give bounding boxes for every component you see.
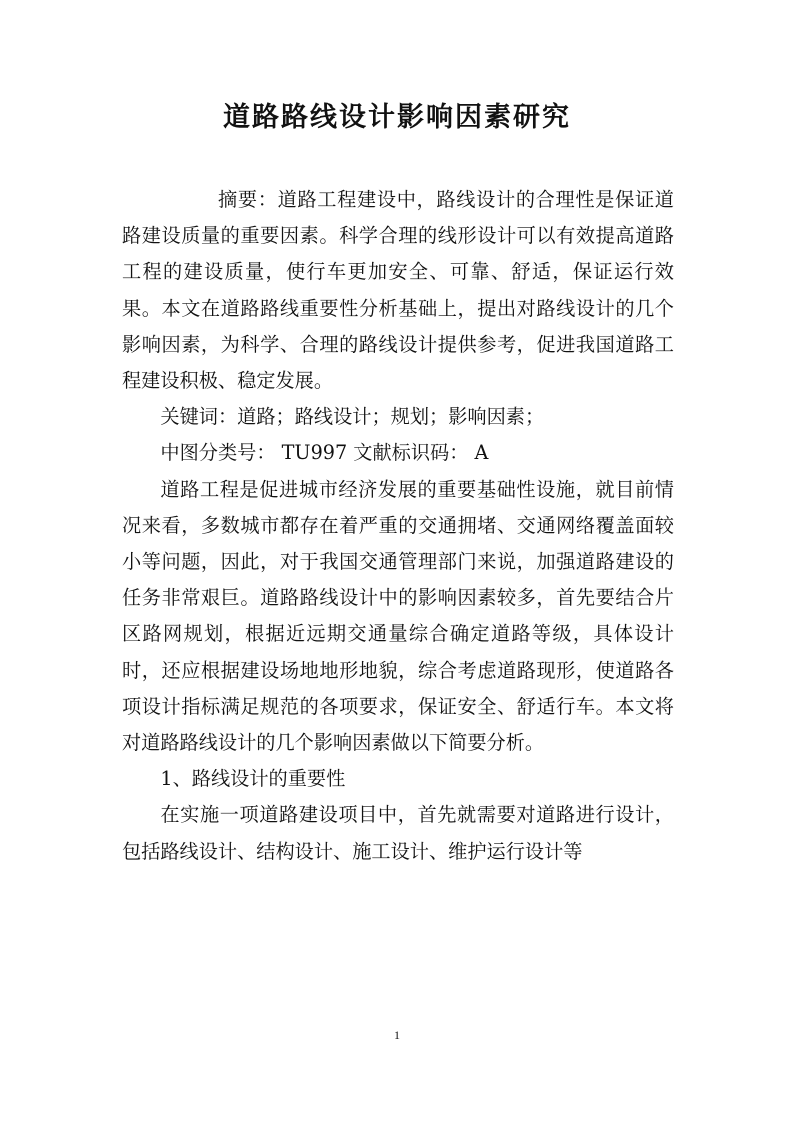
- page-number: 1: [394, 1028, 400, 1042]
- keywords-line: 关键词：道路；路线设计；规划；影响因素；: [160, 405, 545, 429]
- classification-line: 中图分类号： TU997 文献标识码： A: [160, 441, 489, 465]
- document-body: [122, 182, 674, 870]
- document-title: 道路路线设计影响因素研究: [223, 102, 571, 133]
- section-heading: 1、路线设计的重要性: [160, 767, 346, 791]
- abstract-paragraph: 摘要：道路工程建设中，路线设计的合理性是保证道路建设质量的重要因素。科学合理的线形设计可以有效提高道路工程的建设质量，使行车更加安全、可靠、舒适，保证运行效果。本文在道路路线重要性分析基础上，提出对路线设计的几个影响因素，为科学、合理的路线设计提供参考，促进我国道路工程建设积极、稳定发展。: [122, 188, 674, 393]
- intro-paragraph: 道路工程是促进城市经济发展的重要基础性设施，就目前情况来看，多数城市都存在着严重的交通拥堵、交通网络覆盖面较小等问题，因此，对于我国交通管理部门来说，加强道路建设的任务非常艰巨。道路路线设计中的影响因素较多，首先要结合片区路网规划，根据近远期交通量综合确定道路等级，具体设计时，还应根据建设场地地形地貌，综合考虑道路现形，使道路各项设计指标满足规范的各项要求，保证安全、舒适行车。本文将对道路路线设计的几个影响因素做以下简要分析。: [122, 477, 674, 755]
- section-paragraph: 在实施一项道路建设项目中，首先就需要对道路进行设计，包括路线设计、结构设计、施工设计、维护运行设计等: [122, 803, 674, 863]
